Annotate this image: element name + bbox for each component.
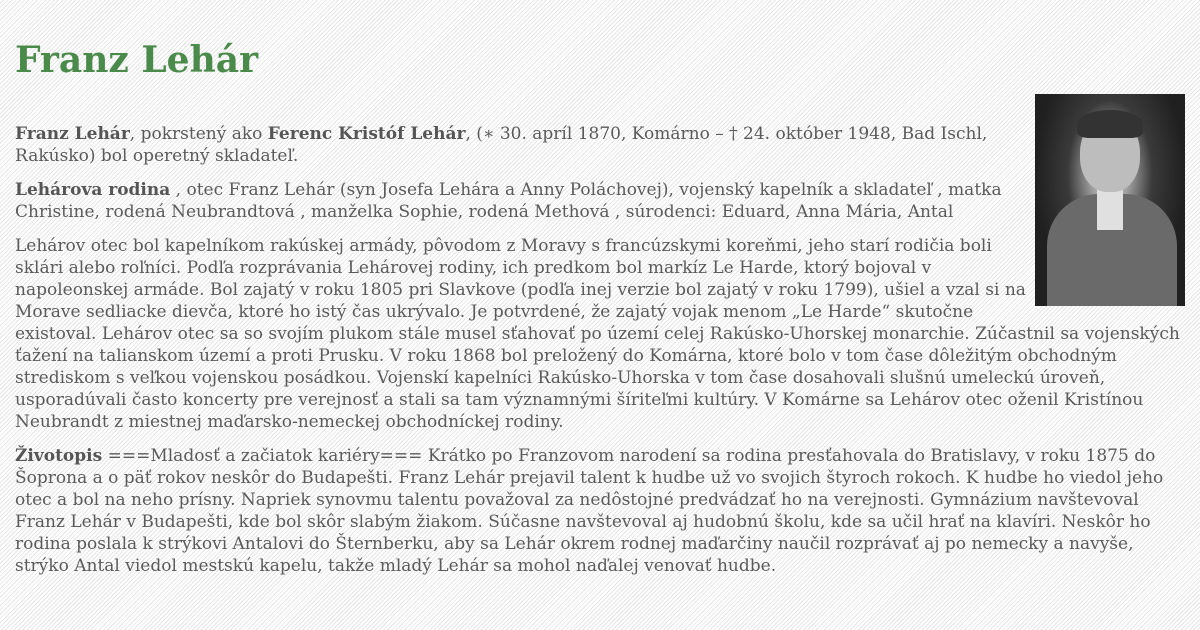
family-text: , otec Franz Lehár (syn Josefa Lehára a Anny Poláchovej), vojenský kapelník a skladateľ , matka Christine, rodená Neubrandtová , manželka Sophie, rodená Methová , súrodenci: Eduard, Anna Mária, Antal xyxy=(15,180,1002,222)
biography-paragraph xyxy=(15,445,1185,577)
intro-paragraph xyxy=(15,123,1185,167)
intro-text: , pokrstený ako xyxy=(129,124,268,144)
intro-text-2: , (∗ 30. apríl 1870, Komárno – † 24. október 1948, Bad Ischl, Rakúsko) bol operetný skladateľ. xyxy=(15,124,988,166)
portrait-collar xyxy=(1097,190,1123,230)
family-heading: Lehárova rodina xyxy=(15,180,171,200)
father-paragraph: Lehárov otec bol kapelníkom rakúskej armády, pôvodom z Moravy s francúzskymi koreňmi, jeho starí rodičia boli sklári alebo roľníci. Podľa rozprávania Lehárovej rodiny, ich predkom bol markíz Le Harde, ktorý bojoval v napoleonskej armáde. Bol zajatý v roku 1805 pri Slavkove (podľa inej verzie bol zajatý v roku 1799), ušiel a vzal si na Morave sedliacke dievča, ktoré ho istý čas ukrývalo. Je potvrdené, že zajatý vojak menom „Le Harde“ skutočne existoval. Lehárov otec sa so svojím plukom stále musel sťahovať po území celej Rakúsko-Uhorskej monarchie. Zúčastnil sa vojenských ťažení na talianskom území a proti Prusku. V roku 1868 bol preložený do Komárna, ktoré bolo v tom čase dôležitým obchodným strediskom s veľkou vojenskou posádkou. Vojenskí kapelníci Rakúsko-Uhorska v tom čase dosahovali slušnú umeleckú úroveň, usporadúvali často koncerty pre verejnosť a stali sa tam významnými šíriteľmi kultúry. V Komárne sa Lehárov otec oženil Kristínou Neubrandt z miestnej maďarsko-nemeckej obchodníckej rodiny. xyxy=(15,236,1180,432)
article-body xyxy=(15,123,1185,577)
family-paragraph xyxy=(15,179,1185,223)
page-title: Franz Lehár xyxy=(15,39,259,81)
name-bold: Franz Lehár xyxy=(15,124,130,144)
biography-heading: Životopis xyxy=(15,446,103,466)
portrait-image xyxy=(1035,94,1185,306)
birth-name-bold: Ferenc Kristóf Lehár xyxy=(267,124,466,144)
biography-text: ===Mladosť a začiatok kariéry=== Krátko po Franzovom narodení sa rodina presťahovala do Bratislavy, v roku 1875 do Šoprona a o päť rokov neskôr do Budapešti. Franz Lehár prejavil talent k hudbe už vo svojich štyroch rokoch. K hudbe ho viedol jeho otec a bol na neho prísny. Napriek synovmu talentu považoval za nedôstojné predvádzať ho na verejnosti. Gymnázium navštevoval Franz Lehár v Budapešti, kde bol skôr slabým žiakom. Súčasne navštevoval aj hudobnú školu, kde sa učil hrať na klavíri. Neskôr ho rodina poslala k strýkovi Antalovi do Šternberku, aby sa Lehár okrem rodnej maďarčiny naučil rozprávať aj po nemecky a navyše, strýko Antal viedol mestskú kapelu, takže mladý Lehár sa mohol naďalej venovať hudbe. xyxy=(15,446,1164,576)
portrait-hair xyxy=(1077,110,1143,138)
